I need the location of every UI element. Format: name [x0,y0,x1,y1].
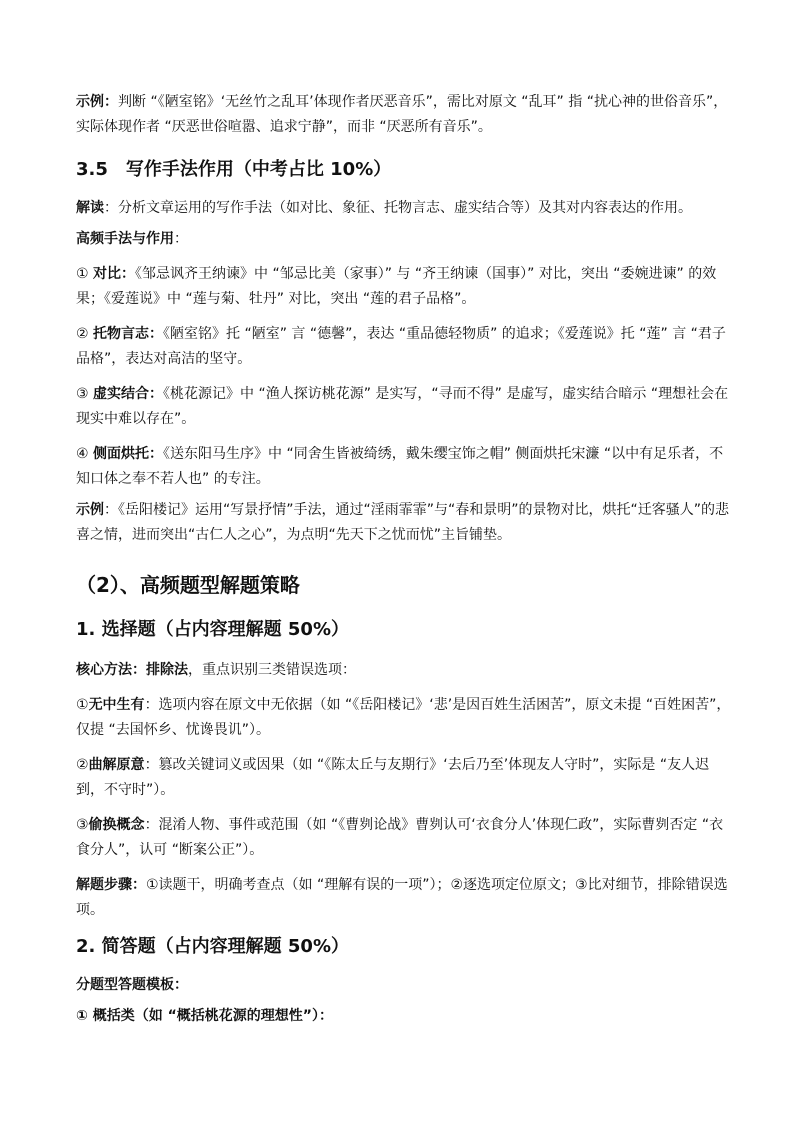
section-35-example [76,498,736,548]
error-num: ② [76,757,89,773]
technique-item [76,322,736,372]
technique-item [76,262,736,312]
example-label: 示例 [76,502,104,518]
short-answer-heading: 2. 简答题（占内容理解题 50%） [76,936,349,957]
error-type-item [76,753,736,803]
technique-text: 《邹忌讽齐王纳谏》中 “邹忌比美（家事）” 与 “齐王纳谏（国事）” 对比，突出 “委婉进谏” 的效果；《爱莲说》中 “莲与菊、牡丹” 对比，突出 “莲的君子品格”。 [76,266,717,307]
steps-label: 解题步骤： [76,877,146,893]
error-type-item [76,693,736,743]
first-template-item [76,1004,736,1029]
technique-text: 《送东阳马生序》中 “同舍生皆被绮绣，戴朱缨宝饰之帽” 侧面烘托宋濂 “以中有足乐者，不知口体之奉不若人也” 的专注。 [76,446,724,487]
template-label [76,973,736,998]
sub-colon: ： [174,231,188,247]
technique-num: ② [76,326,94,342]
choice-core [76,658,736,683]
error-num: ① [76,697,89,713]
choice-heading: 1. 选择题（占内容理解题 50%） [76,619,349,640]
steps-text: ①读题干，明确考查点（如 “理解有误的一项”）；②逐选项定位原文；③比对细节，排除错误选项。 [76,877,728,918]
error-term: 无中生有 [88,697,145,713]
core-text: ，重点识别三类错误选项： [188,662,356,678]
error-term: 曲解原意 [88,757,145,773]
intro-example [76,90,736,140]
error-text: ：混淆人物、事件或范围（如 “《曹刿论战》曹刿认可‘衣食分人’体现仁政”，实际曹刿否定 “衣食分人”，认可 “断案公正”）。 [76,817,724,858]
technique-term: 虚实结合： [93,386,164,402]
document-page [76,90,736,1029]
core-label: 核心方法：排除法 [76,662,188,678]
error-term: 偷换概念 [88,817,145,833]
technique-term: 对比： [93,266,136,282]
error-text: ：选项内容在原文中无依据（如 “《岳阳楼记》‘悲’是因百姓生活困苦”，原文未提 “百姓困苦”，仅提 “去国怀乡、忧谗畏讥”）。 [76,697,731,738]
technique-text: 《陋室铭》托 “陋室” 言 “德馨”，表达 “重品德轻物质” 的追求；《爱莲说》托 “莲” 言 “君子品格”，表达对高洁的坚守。 [76,326,726,367]
technique-item [76,442,736,492]
technique-text: 《桃花源记》中 “渔人探访桃花源” 是实写，“寻而不得” 是虚写，虚实结合暗示 “理想社会在现实中难以存在”。 [76,386,729,427]
error-text: ：篡改关键词义或因果（如 “《陈太丘与友期行》‘去后乃至’体现友人守时”，实际是 “友人迟到，不守时”）。 [76,757,710,798]
intro-example-text: 判断 “《陋室铭》‘无丝竹之乱耳’体现作者厌恶音乐”，需比对原文 “乱耳” 指 “扰心神的世俗音乐”，实际体现作者 “厌恶世俗喧嚣、追求宁静”，而非 “厌恶所有音乐”。 [76,94,728,135]
choice-steps [76,873,736,923]
interpret-text: ：分析文章运用的写作手法（如对比、象征、托物言志、虚实结合等）及其对内容表达的作用。 [104,200,692,216]
section-35-interpret [76,196,736,221]
part-2-heading: （2）、高频题型解题策略 [76,573,300,597]
intro-example-label: 示例： [76,94,118,110]
technique-num: ① [76,266,94,282]
template-label-text: 分题型答题模板： [76,977,188,993]
technique-num: ③ [76,386,94,402]
first-template-text: ① 概括类（如 “概括桃花源的理想性”）： [76,1008,334,1024]
error-num: ③ [76,817,89,833]
example-text: ：《岳阳楼记》运用“写景抒情”手法，通过“淫雨霏霏”与“春和景明”的景物对比，烘托“迁客骚人”的悲喜之情，进而突出“古仁人之心”，为点明“先天下之忧而忧”主旨铺垫。 [76,502,730,543]
error-type-item [76,813,736,863]
technique-term: 托物言志： [93,326,164,342]
technique-num: ④ [76,446,94,462]
interpret-label: 解读 [76,200,104,216]
technique-item [76,382,736,432]
sub-label: 高频手法与作用 [76,231,174,247]
technique-term: 侧面烘托： [93,446,164,462]
section-35-sub [76,227,736,252]
section-35-heading: 3.5 写作手法作用（中考占比 10%） [76,159,392,180]
